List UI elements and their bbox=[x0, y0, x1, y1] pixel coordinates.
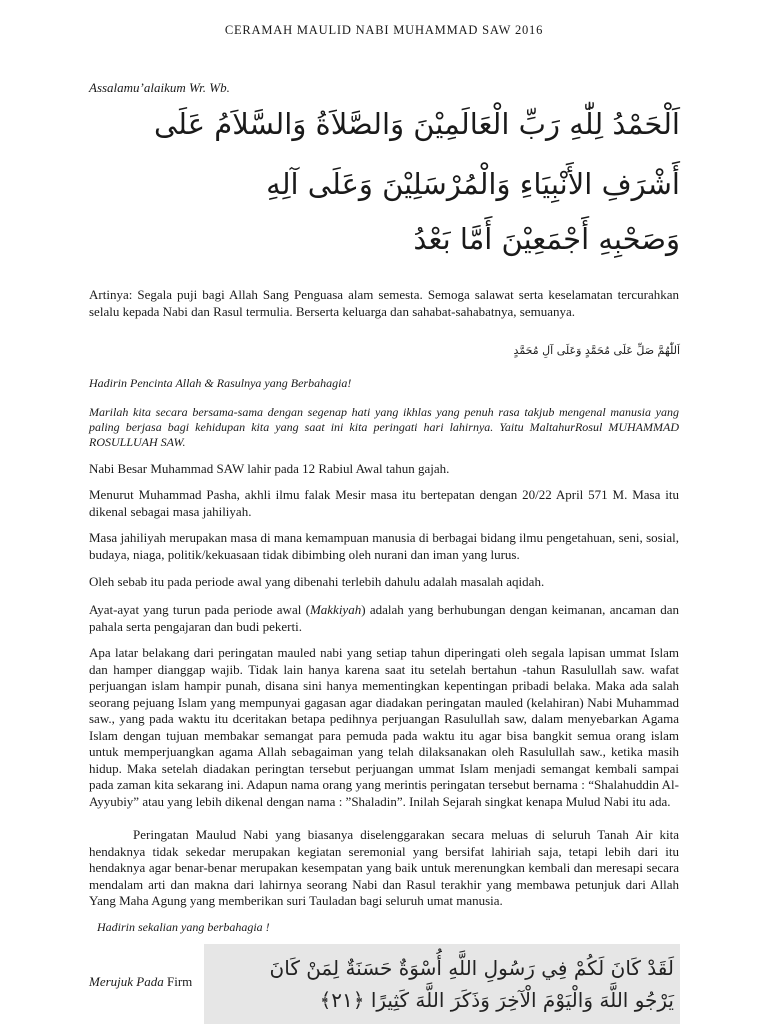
quran-verse-line-1: لَقَدْ كَانَ لَكُمْ فِي رَسُولِ اللَّهِ أُسْوَةٌ حَسَنَةٌ لِمَنْ كَانَ bbox=[269, 956, 674, 980]
hadirin-heading-2: Hadirin sekalian yang berbahagia ! bbox=[97, 920, 270, 934]
merujuk-line bbox=[89, 974, 192, 990]
merujuk-italic: Merujuk Pada bbox=[89, 974, 164, 989]
hadirin-heading-1: Hadirin Pencinta Allah & Rasulnya yang Berbahagia! bbox=[89, 376, 352, 390]
makkiyah-before: Ayat-ayat yang turun pada periode awal ( bbox=[89, 602, 310, 617]
paragraph-jahiliyah: Masa jahiliyah merupakan masa di mana kemampuan manusia di berbagai bidang ilmu pengetahuan, seni, sosial, budaya, niaga, politik/kekuasaan tidak dibimbing oleh nurani dan iman yang lurus. bbox=[89, 530, 679, 562]
translation-paragraph: Artinya: Segala puji bagi Allah Sang Penguasa alam semesta. Semoga salawat serta keselamatan tercurahkan selalu kepada Nabi dan Rasul termulia. Berserta keluarga dan sahabat-sahabatnya, semuanya. bbox=[89, 287, 679, 319]
quran-verse-line-2: يَرْجُو اللَّهَ وَالْيَوْمَ الْآخِرَ وَذَكَرَ اللَّهَ كَثِيرًا ﴿٢١﴾ bbox=[319, 988, 674, 1012]
paragraph-aqidah: Oleh sebab itu pada periode awal yang dibenahi terlebih dahulu adalah masalah aqidah. bbox=[89, 574, 545, 589]
arabic-opening-line-3: وَصَحْبِهِ أَجْمَعِيْنَ أَمَّا بَعْدُ bbox=[413, 222, 680, 256]
merujuk-normal: Firm bbox=[166, 974, 193, 989]
paragraph-history: Apa latar belakang dari peringatan mauled nabi yang setiap tahun diperingati oleh segala lapisan ummat Islam dan hamper dianggap wajib. Tidak lain hanya karena saat itu setelah bertahun -tahun Rasulullah saw. wafat perjuangan islam hampir punah, disana sini hanya mementingkan kepentingan pribadi belaka. Maka ada salah seorang pejuang Islam yang mempunyai gagasan agar diadakan peringatan mauled (kelahiran) Nabi Muhammad saw., yang pada waktu itu dceritakan betapa pedihnya perjuangan Rasulullah saw, dalam menyebarkan Agama Islam dengan tujuan membakar semangat para pemuda pada waktu itu agar bisa bangkit semua orang islam untuk memperjuangkan agama Allah sebagaiman yang telah dilaksanakan oleh Rasulullah saw., ketika masih hidup. Maka setelah diadakan peringtan tersebut perjuangan ummat Islam menjadi semangat kembali sampai pada zaman kita sekarang ini. Adapun nama orang yang merintis peringatan tersebut bernama : “Shalahuddin Al-Ayyubiy” atau yang lebih dikenal dengan nama : ”Shaladin”. Inilah Sejarah singkat kenapa Mulud Nabi itu ada. bbox=[89, 645, 679, 809]
makkiyah-after: ) adalah yang berhubungan dengan keimanan, ancaman dan pahala serta pengajaran dan budi pekerti. bbox=[89, 602, 679, 634]
paragraph-makkiyah bbox=[89, 602, 679, 635]
makkiyah-term: Makkiyah bbox=[309, 602, 362, 617]
paragraph-peringatan: Peringatan Maulud Nabi yang biasanya diselenggarakan secara meluas di seluruh Tanah Air kita hendaknya tidak sekedar merupakan kegiatan seremonial yang bersifat lahiriah saja, tetapi lebih dari itu hendaknya agar benar-benar merupakan kesempatan yang baik untuk merenungkan kembali dan meresapi secara mendalam arti dan makna dari lahirnya seorang Nabi dan Rasul terakhir yang membawa petunjuk dari Allah Yang Maha Agung yang memberikan suri Tauladan bagi seluruh umat manusia. bbox=[89, 827, 679, 908]
arabic-opening-line-1: اَلْحَمْدُ لِلّٰهِ رَبِّ الْعَالَمِيْنَ وَالصَّلاَةُ وَالسَّلاَمُ عَلَى bbox=[154, 107, 680, 141]
greeting: Assalamu’alaikum Wr. Wb. bbox=[89, 80, 230, 95]
paragraph-birth: Nabi Besar Muhammad SAW lahir pada 12 Rabiul Awal tahun gajah. bbox=[89, 461, 450, 476]
arabic-opening-line-2: أَشْرَفِ الأَنْبِيَاءِ وَالْمُرْسَلِيْنَ وَعَلَى آلِهِ bbox=[266, 167, 680, 201]
marilah-paragraph: Marilah kita secara bersama-sama dengan segenap hati yang ikhlas yang penuh rasa takjub mengenal manusia yang paling berjasa bagi kehidupan kita yang saat ini kita peringati hari lahirnya. Yaitu MaltahurRosul MUHAMMAD ROSULLUAH SAW. bbox=[89, 405, 679, 449]
shalawat-arabic: اَللّٰهُمَّ صَلِّ عَلَى مُحَمَّدٍ وَعَلَى آلِ مُحَمَّدٍ bbox=[513, 344, 680, 357]
document-header: CERAMAH MAULID NABI MUHAMMAD SAW 2016 bbox=[224, 23, 544, 37]
paragraph-pasha: Menurut Muhammad Pasha, akhli ilmu falak Mesir masa itu bertepatan dengan 20/22 April 571 M. Masa itu dikenal sebagai masa jahiliyah. bbox=[89, 487, 679, 519]
